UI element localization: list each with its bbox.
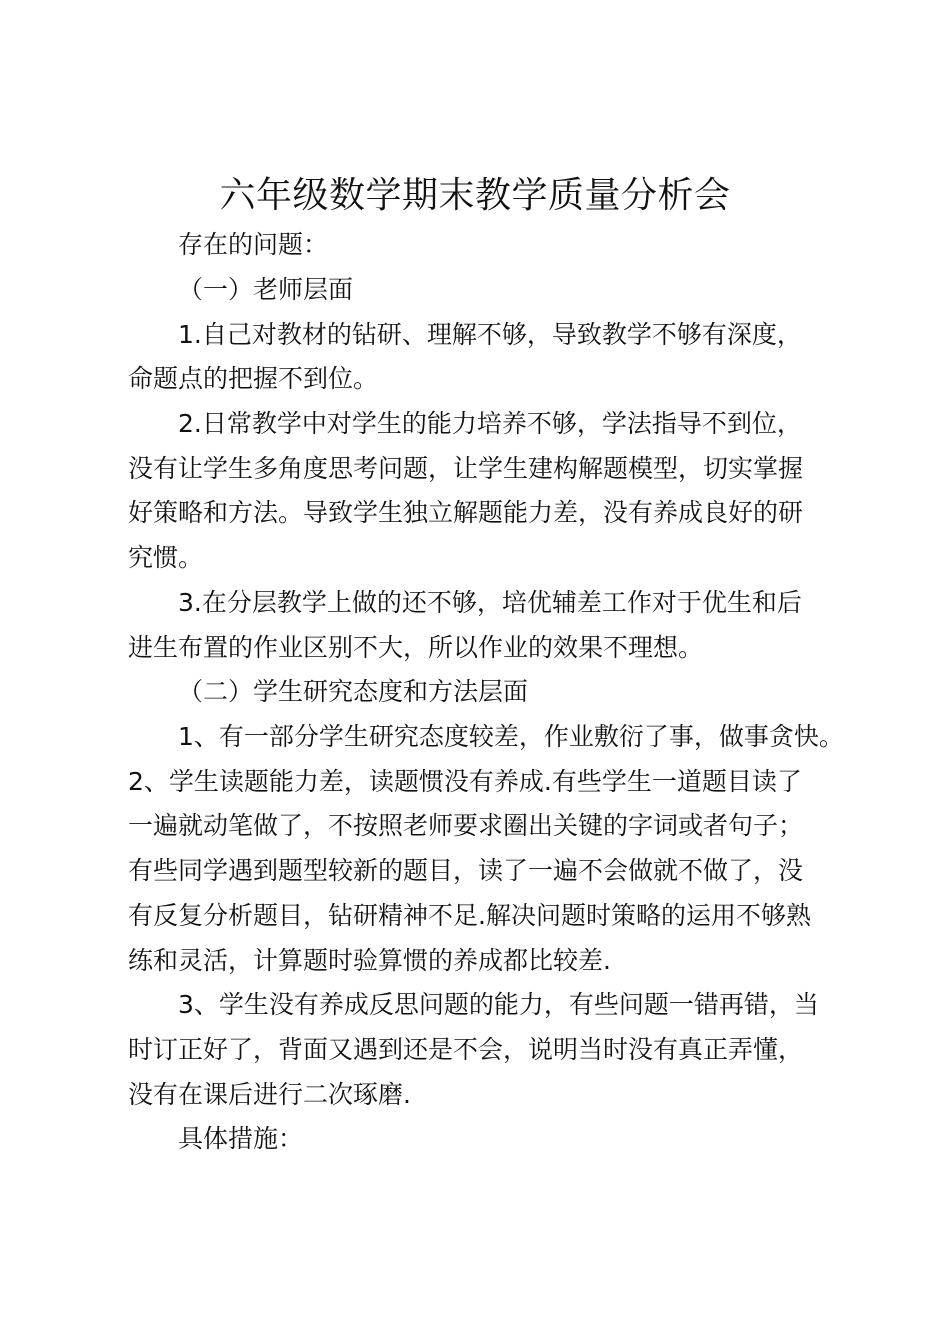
paragraph-line: 有些同学遇到题型较新的题目，读了一遍不会做就不做了，没: [128, 856, 804, 885]
paragraph-line: 2、学生读题能力差，读题惯没有养成.有些学生一道题目读了: [128, 767, 802, 796]
paragraph-line: 一遍就动笔做了，不按照老师要求圈出关键的字词或者句子；: [128, 811, 804, 840]
paragraph-line: 没有让学生多角度思考问题，让学生建构解题模型，切实掌握: [128, 454, 804, 483]
document-title: 六年级数学期末教学质量分析会: [219, 175, 731, 216]
paragraph-line: 2.日常教学中对学生的能力培养不够，学法指导不到位，: [178, 409, 802, 438]
section-heading-problems: 存在的问题：: [178, 230, 329, 259]
paragraph-line: 3.在分层教学上做的还不够，培优辅差工作对于优生和后: [178, 588, 802, 617]
paragraph-line: 有反复分析题目，钻研精神不足.解决问题时策略的运用不够熟: [128, 901, 811, 930]
paragraph-line: 1.自己对教材的钻研、理解不够，导致教学不够有深度，: [178, 320, 802, 349]
paragraph-line: 好策略和方法。导致学生独立解题能力差，没有养成良好的研: [128, 498, 804, 527]
subsection-heading-student: （二）学生研究态度和方法层面: [178, 677, 529, 706]
paragraph-line: 没有在课后进行二次琢磨.: [128, 1080, 411, 1109]
paragraph-line: 命题点的把握不到位。: [128, 364, 379, 393]
paragraph-line: 3、学生没有养成反思问题的能力，有些问题一错再错，当: [178, 990, 819, 1019]
section-heading-measures: 具体措施：: [178, 1124, 304, 1153]
paragraph-line: 究惯。: [128, 543, 204, 572]
subsection-heading-teacher: （一）老师层面: [178, 275, 354, 304]
paragraph-line: 1、有一部分学生研究态度较差，作业敷衍了事，做事贪快。: [178, 722, 844, 751]
paragraph-line: 时订正好了，背面又遇到还是不会，说明当时没有真正弄懂，: [128, 1035, 804, 1064]
paragraph-line: 练和灵活，计算题时验算惯的养成都比较差.: [128, 946, 611, 975]
paragraph-line: 进生布置的作业区别不大，所以作业的效果不理想。: [128, 633, 704, 662]
